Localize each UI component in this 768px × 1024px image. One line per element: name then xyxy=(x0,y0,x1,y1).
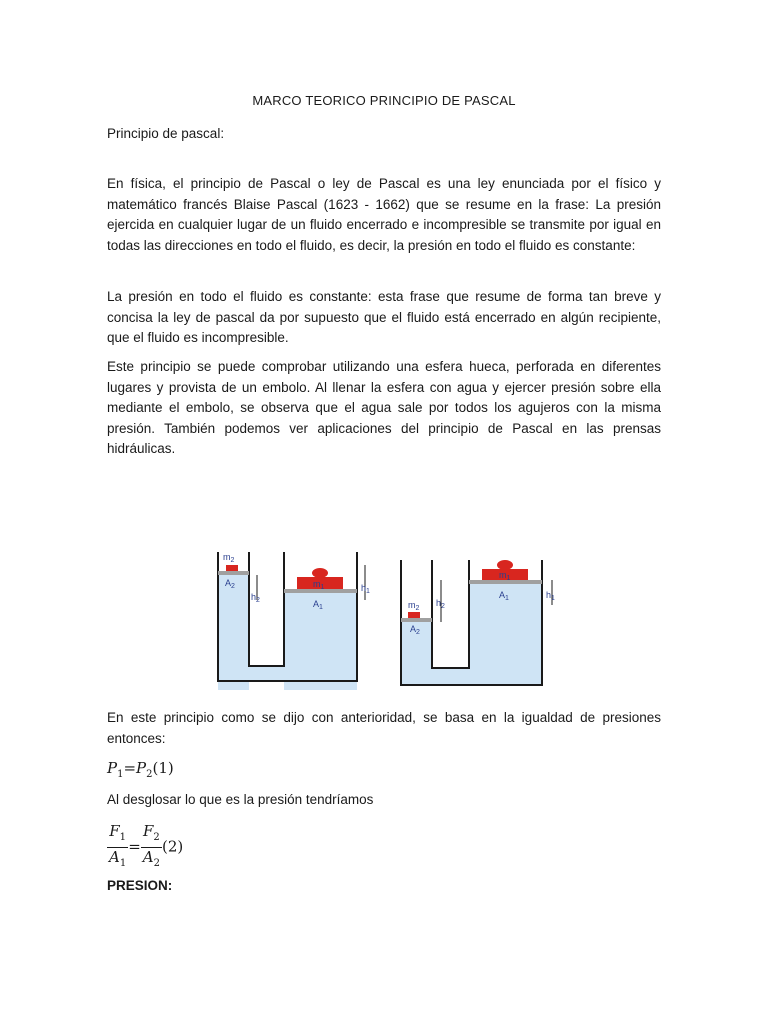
left-m2-label: $m_2$ xyxy=(223,552,235,564)
right-a2-label: $A_2$ xyxy=(410,624,420,636)
right-water-bottom xyxy=(401,668,542,685)
right-h1-label: $h_1$ xyxy=(546,590,555,602)
right-m1-label: $m_1$ xyxy=(499,570,511,582)
left-h1-label: $h_1$ xyxy=(361,583,370,595)
left-small-mass xyxy=(226,565,238,571)
right-a1-label: $A_1$ xyxy=(499,590,509,602)
left-water-bottom xyxy=(218,666,357,681)
paragraph-3: Este principio se puede comprobar utilizando una esfera hueca, perforada en diferentes lugares y provista de un embolo. Al llenar la esfera con agua y ejercer presión sobre ella mediante el embolo, se observa que el agua sale por todos los agujeros con la misma presión. También podemos ver aplicaciones del principio de Pascal en las prensas hidráulicas. xyxy=(107,359,661,456)
paragraph-1: En física, el principio de Pascal o ley de Pascal es una ley enunciada por el físico y matemático francés Blaise Pascal (1623 - 1662) que se resume en la frase: La presión ejercida en cualquier lugar de un fluido encerrado e incompresible se transmite por igual en todas las direcciones en todo el fluido, es decir, la presión en todo el fluido es constante: xyxy=(107,176,661,253)
left-small-piston xyxy=(218,571,249,575)
fraction-f2-a2: $\frac{F_2}{A_2}$ xyxy=(142,822,161,869)
paragraph-4: En este principio como se dijo con anterioridad, se basa en la igualdad de presiones entonces: xyxy=(107,710,661,746)
left-m1-label: $m_1$ xyxy=(313,579,325,591)
left-vessel xyxy=(218,552,370,690)
right-big-mass-knob xyxy=(497,560,513,570)
left-a1-label: $A_1$ xyxy=(313,599,323,611)
pascal-figure xyxy=(205,540,565,690)
left-h2-label: $h_2$ xyxy=(251,592,260,604)
right-h2-label: $h_2$ xyxy=(436,598,445,610)
fraction-f1-a1: $\frac{F_1}{A_1}$ xyxy=(109,822,127,869)
equation-2: $\frac{F_1}{A_1}$ = $\frac{F_2}{A_2}$ (2) xyxy=(107,822,183,873)
left-big-mass-knob xyxy=(312,568,328,578)
left-a2-label: $A_2$ xyxy=(225,578,235,590)
right-small-mass xyxy=(408,612,420,618)
paragraph-2: La presión en todo el fluido es constante: esta frase que resume de forma tan breve y concisa la ley de pascal da por supuesto que el fluido está encerrado en algún recipiente, que el fluido es incompresible. xyxy=(107,289,661,345)
right-vessel xyxy=(401,560,555,685)
right-big-piston xyxy=(469,580,542,584)
section-subheading: Principio de pascal: xyxy=(107,126,225,141)
equation-1: $P_1=P_2(1)$ xyxy=(107,759,174,780)
final-heading: PRESION: xyxy=(107,878,173,893)
document-title: MARCO TEORICO PRINCIPIO DE PASCAL xyxy=(252,93,516,108)
right-small-piston xyxy=(401,618,432,622)
paragraph-5: Al desglosar lo que es la presión tendríamos xyxy=(107,792,374,807)
right-m2-label: $m_2$ xyxy=(408,600,420,612)
